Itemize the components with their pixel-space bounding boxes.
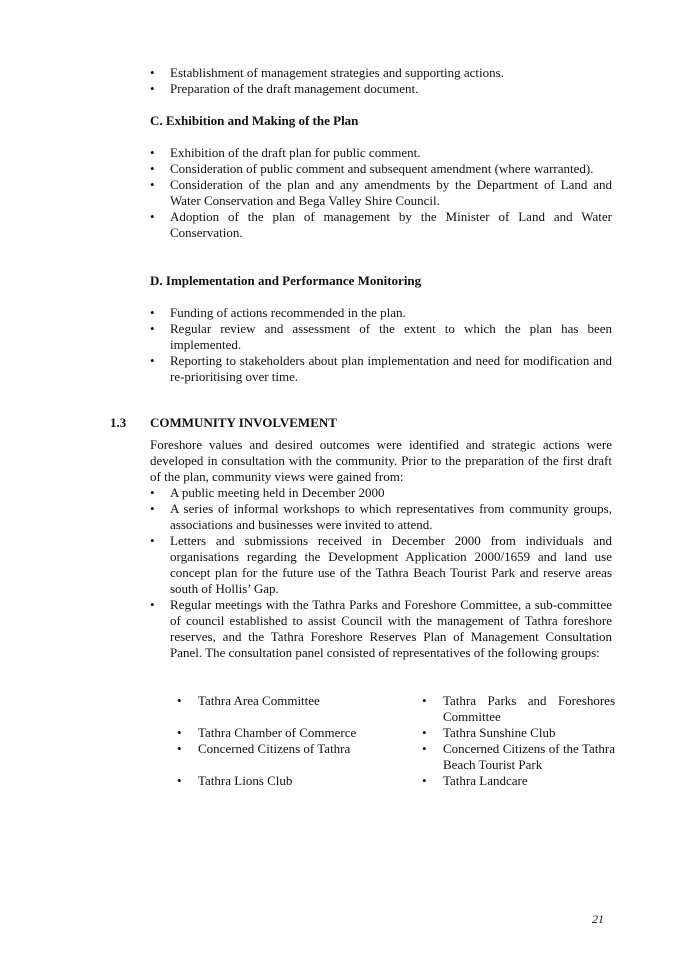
section-c-block (150, 145, 612, 241)
list-item: • A series of informal workshops to which representatives from community groups, associations and businesses were invited to attend. (150, 501, 612, 532)
list-item: • Establishment of management strategies and supporting actions. (150, 65, 504, 80)
bullet-icon: • (422, 773, 427, 788)
bullet-icon: • (150, 533, 155, 548)
section-number: 1.3 (110, 415, 127, 430)
bullet-icon: • (422, 693, 427, 708)
community-list (150, 485, 612, 661)
list-item: • Regular meetings with the Tathra Parks and Foreshore Committee, a sub-committee of council established to assist Council with the management of Tathra foreshore reserves, and the Tathra Foreshore Reserves Plan of Management Consultation Panel. The consultation panel consisted of representatives of the following groups: (150, 597, 612, 660)
bullet-icon: • (422, 741, 427, 756)
bullet-icon: • (150, 501, 155, 516)
groups-list (175, 693, 615, 789)
bullet-icon: • (177, 741, 182, 756)
bullet-icon: • (177, 693, 182, 708)
list-item: • Adoption of the plan of management by the Minister of Land and Water Conservation. (150, 209, 612, 240)
list-item: • Funding of actions recommended in the plan. (150, 305, 406, 320)
intro-paragraph: Foreshore values and desired outcomes were identified and strategic actions were developed in consultation with the community. Prior to the preparation of the first draft of the plan, community views were gained from: (150, 437, 612, 484)
bullet-icon: • (150, 305, 155, 320)
list-item: • Regular review and assessment of the extent to which the plan has been implemented. (150, 321, 612, 352)
list-item: • A public meeting held in December 2000 (150, 485, 385, 500)
section-d-block (150, 305, 612, 385)
groups-row (175, 741, 615, 773)
list-item: • Exhibition of the draft plan for public comment. (150, 145, 421, 160)
section-c-list (150, 145, 612, 241)
bullet-icon: • (150, 209, 155, 224)
group-item: • Tathra Lions Club (177, 773, 293, 788)
page-number: 21 (592, 912, 604, 926)
bullet-icon: • (150, 321, 155, 336)
list-item: • Consideration of public comment and subsequent amendment (where warranted). (150, 161, 594, 176)
groups-row (175, 725, 615, 741)
intro-list (150, 65, 612, 97)
community-involvement-block (150, 437, 612, 661)
bullet-icon: • (177, 725, 182, 740)
group-item: • Tathra Landcare (422, 773, 528, 788)
list-item: • Preparation of the draft management document. (150, 81, 419, 96)
bullet-icon: • (150, 65, 155, 80)
section-d-list (150, 305, 612, 385)
bullet-icon: • (177, 773, 182, 788)
bullet-icon: • (150, 145, 155, 160)
list-item: • Reporting to stakeholders about plan implementation and need for modification and re-prioritising over time. (150, 353, 612, 384)
group-item: • Tathra Sunshine Club (422, 725, 556, 740)
group-item: • Tathra Area Committee (177, 693, 320, 708)
group-item: • Concerned Citizens of the Tathra Beach Tourist Park (422, 741, 615, 772)
groups-row (175, 773, 615, 789)
group-item: • Tathra Parks and Foreshores Committee (422, 693, 615, 724)
groups-row (175, 693, 615, 725)
section-d-heading: D. Implementation and Performance Monitoring (150, 273, 422, 288)
intro-list-block (150, 65, 612, 97)
group-item: • Tathra Chamber of Commerce (177, 725, 357, 740)
group-item: • Concerned Citizens of Tathra (177, 741, 351, 756)
bullet-icon: • (150, 161, 155, 176)
bullet-icon: • (150, 353, 155, 368)
section-c-heading: C. Exhibition and Making of the Plan (150, 113, 359, 128)
section-title: COMMUNITY INVOLVEMENT (150, 415, 337, 430)
bullet-icon: • (150, 485, 155, 500)
bullet-icon: • (422, 725, 427, 740)
list-item: • Consideration of the plan and any amendments by the Department of Land and Water Conservation and Bega Valley Shire Council. (150, 177, 612, 208)
bullet-icon: • (150, 597, 155, 612)
bullet-icon: • (150, 81, 155, 96)
list-item: • Letters and submissions received in December 2000 from individuals and organisations regarding the Development Application 2000/1659 and land use concept plan for the future use of the Tathra Beach Tourist Park and reserve areas south of Hollis’ Gap. (150, 533, 612, 596)
bullet-icon: • (150, 177, 155, 192)
